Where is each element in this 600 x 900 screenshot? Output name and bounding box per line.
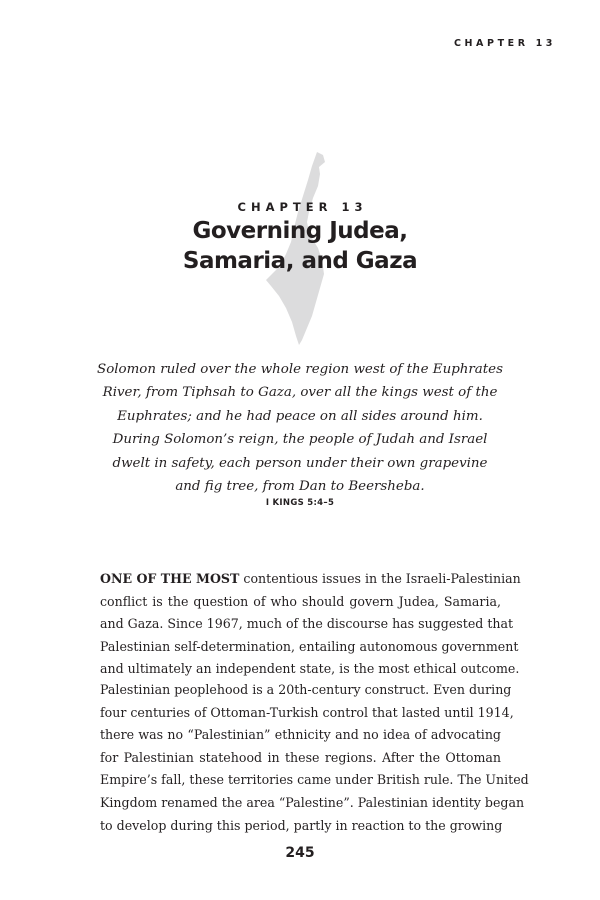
body-paragraph-2 (100, 679, 529, 837)
running-head: CHAPTER 13 (453, 38, 556, 49)
body-line: and ultimately an independent state, is the most ethical outcome. (100, 661, 520, 677)
body-line: to develop during this period, partly in reaction to the growing (100, 817, 503, 833)
epigraph-line: River, from Tiphsah to Gaza, over all the kings west of the (102, 385, 498, 401)
body-line: Kingdom renamed the area “Palestine”. Palestinian identity began (100, 794, 525, 810)
page-number: 245 (285, 845, 315, 861)
chapter-title (0, 216, 600, 276)
body-line: Empire’s fall, these territories came under British rule. The United (100, 772, 529, 788)
epigraph (70, 358, 530, 498)
epigraph-line: Solomon ruled over the whole region west of the Euphrates (97, 362, 503, 377)
epigraph-line: Euphrates; and he had peace on all sides around him. (117, 408, 483, 424)
body-line: conflict is the question of who should govern Judea, Samaria, (100, 593, 501, 609)
body-line: there was no “Palestinian” ethnicity and no idea of advocating (100, 727, 501, 743)
body-line: for Palestinian statehood in these regions. After the Ottoman (100, 749, 501, 765)
chapter-label: CHAPTER 13 (237, 200, 368, 214)
chapter-title-line-1: Governing Judea, (192, 218, 408, 244)
body-line (100, 568, 521, 591)
lead-in-text: ONE OF THE MOST (100, 571, 240, 586)
body-line: and Gaza. Since 1967, much of the discourse has suggested that (100, 616, 514, 632)
epigraph-line: and fig tree, from Dan to Beersheba. (175, 479, 425, 495)
epigraph-line: During Solomon’s reign, the people of Judah and Israel (112, 432, 488, 448)
epigraph-line: dwelt in safety, each person under their own grapevine (112, 455, 488, 471)
first-line-rest: contentious issues in the Israeli-Palestinian (239, 571, 521, 586)
body-line: four centuries of Ottoman-Turkish control that lasted until 1914, (100, 704, 514, 720)
body-line: Palestinian peoplehood is a 20th-century construct. Even during (100, 682, 512, 697)
chapter-title-line-2: Samaria, and Gaza (182, 248, 418, 274)
epigraph-citation: I KINGS 5:4–5 (265, 498, 335, 508)
body-line: Palestinian self-determination, entailing autonomous government (100, 638, 519, 654)
body-paragraph-1 (100, 568, 521, 681)
